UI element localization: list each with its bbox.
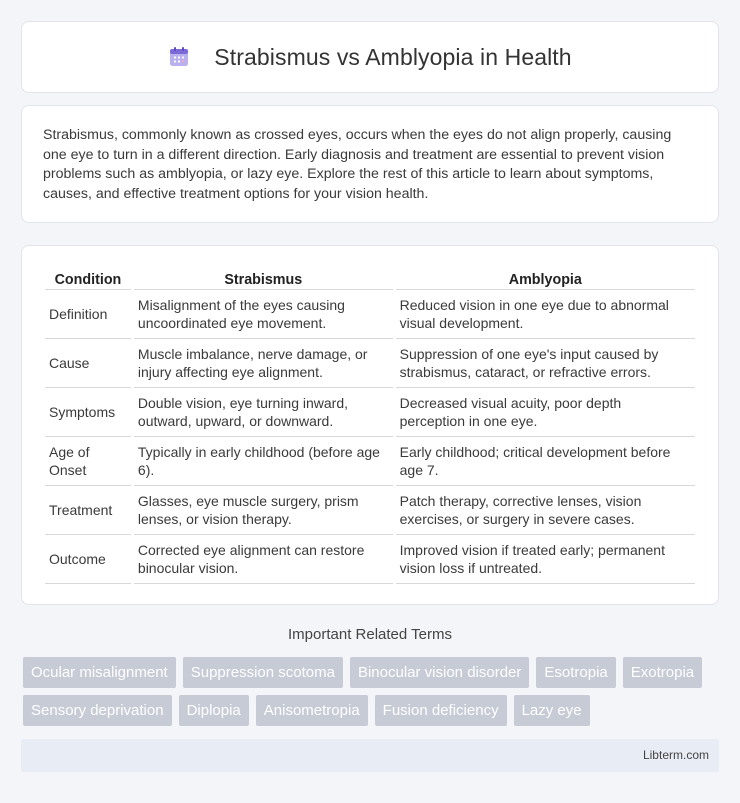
table-row: [45, 535, 695, 584]
header-amblyopia: Amblyopia: [396, 266, 695, 290]
comparison-table: [42, 266, 698, 584]
table-row: [45, 437, 695, 486]
page-title: Strabismus vs Amblyopia in Health: [214, 43, 572, 70]
cell-amblyopia: Suppression of one eye's input caused by strabismus, cataract, or refractive errors.: [396, 339, 695, 388]
table-row: [45, 290, 695, 339]
intro-card: [21, 105, 719, 223]
related-term-tag[interactable]: Anisometropia: [256, 695, 368, 726]
header-strabismus: Strabismus: [134, 266, 393, 290]
cell-amblyopia: Decreased visual acuity, poor depth perception in one eye.: [396, 388, 695, 437]
related-term-tag[interactable]: Diplopia: [179, 695, 249, 726]
calendar-icon: [168, 46, 190, 68]
related-term-tag[interactable]: Esotropia: [536, 657, 615, 688]
table-header-row: [45, 266, 695, 290]
cell-strabismus: Typically in early childhood (before age 6).: [134, 437, 393, 486]
cell-condition: Age of Onset: [45, 437, 131, 486]
table-row: [45, 388, 695, 437]
cell-strabismus: Glasses, eye muscle surgery, prism lenses, or vision therapy.: [134, 486, 393, 535]
title-wrap: [168, 44, 571, 71]
related-term-tag[interactable]: Ocular misalignment: [23, 657, 176, 688]
related-terms-list: [23, 657, 723, 733]
table-row: [45, 486, 695, 535]
related-term-tag[interactable]: Sensory deprivation: [23, 695, 172, 726]
footer-site-link[interactable]: Libterm.com: [642, 748, 709, 762]
cell-strabismus: Muscle imbalance, nerve damage, or injury affecting eye alignment.: [134, 339, 393, 388]
related-term-tag[interactable]: Binocular vision disorder: [350, 657, 529, 688]
header-card: [21, 21, 719, 93]
table-card: [21, 245, 719, 605]
related-terms-title: Important Related Terms: [288, 626, 452, 643]
cell-condition: Symptoms: [45, 388, 131, 437]
cell-condition: Treatment: [45, 486, 131, 535]
cell-amblyopia: Reduced vision in one eye due to abnormal visual development.: [396, 290, 695, 339]
cell-amblyopia: Improved vision if treated early; permanent vision loss if untreated.: [396, 535, 695, 584]
related-term-tag[interactable]: Lazy eye: [514, 695, 590, 726]
cell-condition: Definition: [45, 290, 131, 339]
related-term-tag[interactable]: Exotropia: [623, 657, 702, 688]
cell-amblyopia: Early childhood; critical development before age 7.: [396, 437, 695, 486]
footer: [21, 739, 719, 772]
intro-text: Strabismus, commonly known as crossed eyes, occurs when the eyes do not align properly, causing one eye to turn in a different direction. Early diagnosis and treatment are essential to prevent vision problems such as amblyopia, or lazy eye. Explore the rest of this article to learn about symptoms, causes, and effective treatment options for your vision health.: [43, 127, 672, 202]
header-condition: Condition: [45, 266, 131, 290]
cell-strabismus: Corrected eye alignment can restore binocular vision.: [134, 535, 393, 584]
cell-amblyopia: Patch therapy, corrective lenses, vision exercises, or surgery in severe cases.: [396, 486, 695, 535]
cell-strabismus: Misalignment of the eyes causing uncoordinated eye movement.: [134, 290, 393, 339]
cell-strabismus: Double vision, eye turning inward, outward, upward, or downward.: [134, 388, 393, 437]
cell-condition: Outcome: [45, 535, 131, 584]
cell-condition: Cause: [45, 339, 131, 388]
related-term-tag[interactable]: Suppression scotoma: [183, 657, 343, 688]
related-term-tag[interactable]: Fusion deficiency: [375, 695, 507, 726]
table-row: [45, 339, 695, 388]
